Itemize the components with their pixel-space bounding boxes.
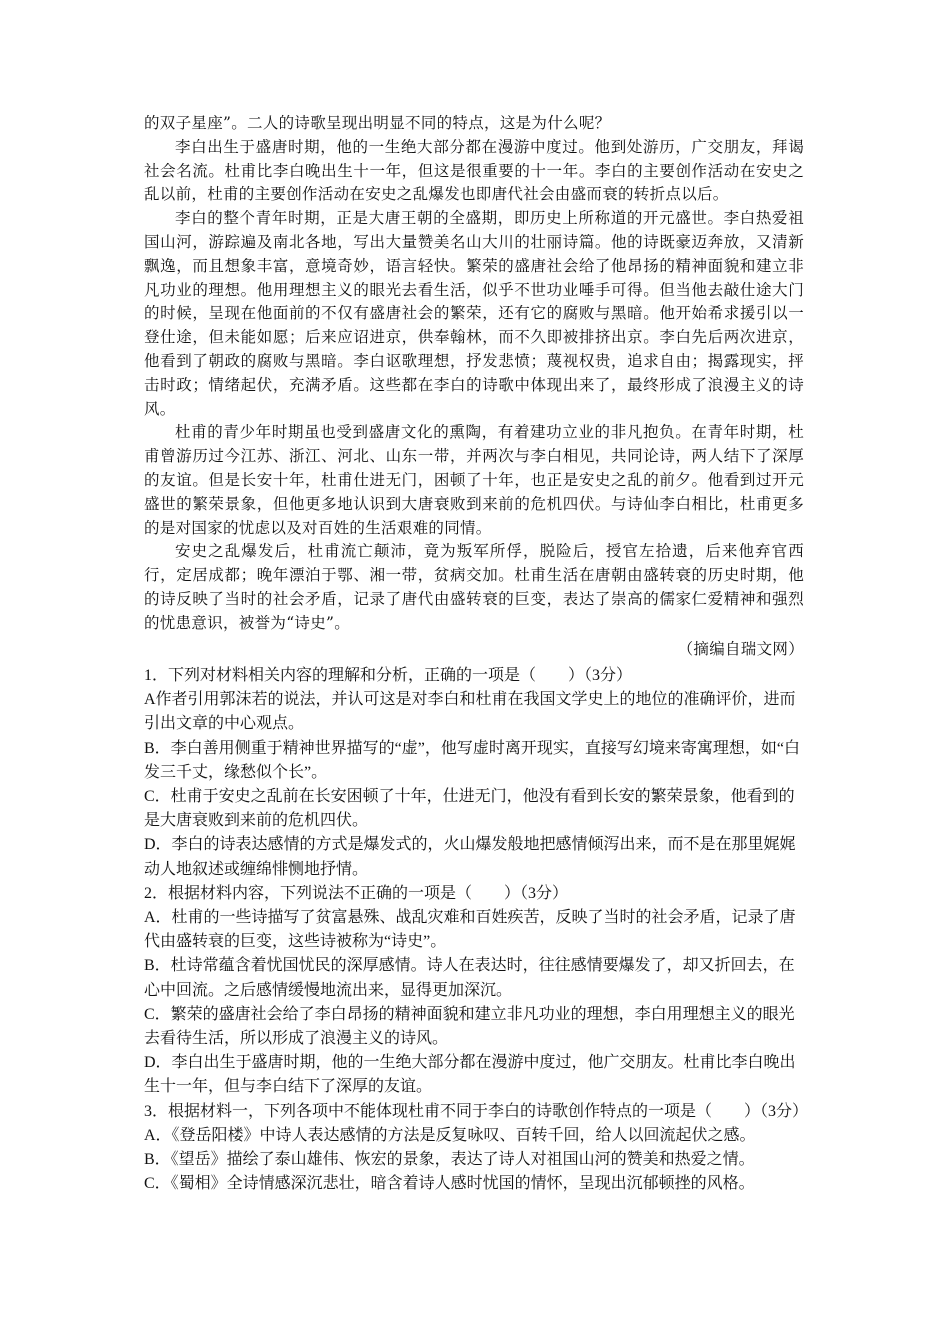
question-3 xyxy=(144,1100,809,1197)
option-d: D．李白的诗表达感情的方式是爆发式的，火山爆发般地把感情倾泻出来，而不是在那里娓娓动人地叙述或缠绵悱恻地抒情。 xyxy=(144,836,796,878)
option-b: B．杜诗常蕴含着忧国忧民的深厚感情。诗人在表达时，往往感情要爆发了，却又折回去，在心中回流。之后感情缓慢地流出来，显得更加深沉。 xyxy=(144,957,795,999)
option-c: C．繁荣的盛唐社会给了李白昂扬的精神面貌和建立非凡功业的理想，李白用理想主义的眼光去看待生活，所以形成了浪漫主义的诗风。 xyxy=(144,1005,795,1048)
question-list xyxy=(144,664,809,1196)
question-stem: 3．根据材料一，下列各项中不能体现杜甫不同于李白的诗歌创作特点的一项是（ ）（3分） xyxy=(144,1102,809,1120)
passage-paragraph: 杜甫的青少年时期虽也受到盛唐文化的熏陶，有着建功立业的非凡抱负。在青年时期，杜甫曾游历过今江苏、浙江、河北、山东一带，并两次与李白相见，共同论诗，两人结下了深厚的友谊。但是长安十年，杜甫仕进无门，困顿了十年，也正是安史之乱的前夕。他看到过开元盛世的繁荣景象，但他更多地认识到大唐衰败到来前的危机四伏。与诗仙李白相比，杜甫更多的是对国家的忧虑以及对百姓的生活艰难的同情。 xyxy=(144,423,804,537)
passage-paragraph: 李白的整个青年时期，正是大唐王朝的全盛期，即历史上所称道的开元盛世。李白热爱祖国山河，游踪遍及南北各地，写出大量赞美名山大川的壮丽诗篇。他的诗既豪迈奔放，又清新飘逸，而且想象丰富，意境奇妙，语言轻快。繁荣的盛唐社会给了他昂扬的精神面貌和建立非凡功业的理想。他用理想主义的眼光去看生活，似乎不世功业唾手可得。但当他去敲仕途大门的时候，呈现在他面前的不仅有盛唐社会的繁荣，还有它的腐败与黑暗。他开始希求援引以一登仕途，但未能如愿；后来应诏进京，供奉翰林，而不久即被排挤出京。李白先后两次进京，他看到了朝政的腐败与黑暗。李白讴歌理想，抒发悲愤；蔑视权贵，追求自由；揭露现实，抨击时政；情绪起伏，充满矛盾。这些都在李白的诗歌中体现出来了，最终形成了浪漫主义的诗风。 xyxy=(144,209,804,418)
passage-paragraph: 安史之乱爆发后，杜甫流亡颠沛，竟为叛军所俘，脱险后，授官左拾遗，后来他弃官西行，定居成都；晚年漂泊于鄂、湘一带，贫病交加。杜甫生活在唐朝由盛转衰的历史时期，他的诗反映了当时的社会矛盾，记录了唐代由盛转衰的巨变，表达了崇高的儒家仁爱精神和强烈的忧患意识，被誉为“诗史”。 xyxy=(144,542,804,632)
option-a: A．杜甫的一些诗描写了贫富悬殊、战乱灾难和百姓疾苦，反映了当时的社会矛盾，记录了唐代由盛转衰的巨变，这些诗被称为“诗史”。 xyxy=(144,909,796,951)
passage-source: （摘编自瑞文网） xyxy=(677,639,804,658)
option-c: C．《蜀相》全诗情感深沉悲壮，暗含着诗人感时忧国的情怀，呈现出沉郁顿挫的风格。 xyxy=(144,1175,755,1193)
question-1 xyxy=(144,664,806,882)
passage-paragraph: 的双子星座”。二人的诗歌呈现出明显不同的特点，这是为什么呢？ xyxy=(144,114,611,132)
option-d: D．李白出生于盛唐时期，他的一生绝大部分都在漫游中度过，他广交朋友。杜甫比李白晚出生十一年，但与李白结下了深厚的友谊。 xyxy=(144,1054,796,1096)
passage-paragraph: 李白出生于盛唐时期，他的一生绝大部分都在漫游中度过。他到处游历，广交朋友，拜谒社会名流。杜甫比李白晚出生十一年，但这是很重要的十一年。李白的主要创作活动在安史之乱以前，杜甫的主要创作活动在安史之乱爆发也即唐代社会由盛而衰的转折点以后。 xyxy=(144,137,804,204)
option-b: B．李白善用侧重于精神世界描写的“虚”，他写虚时离开现实，直接写幻境来寄寓理想，如“白发三千丈，缘愁似个长”。 xyxy=(144,739,800,781)
question-2 xyxy=(144,882,806,1100)
option-a: A．《登岳阳楼》中诗人表达感情的方法是反复咏叹、百转千回，给人以回流起伏之感。 xyxy=(144,1126,756,1144)
option-b: B．《望岳》描绘了泰山雄伟、恢宏的景象，表达了诗人对祖国山河的赞美和热爱之情。 xyxy=(144,1151,755,1169)
reading-passage xyxy=(144,112,804,661)
question-stem: 2．根据材料内容，下列说法不正确的一项是（ ）（3分） xyxy=(144,884,569,902)
option-c: C．杜甫于安史之乱前在长安困顿了十年，仕进无门，他没有看到长安的繁荣景象，他看到的是大唐衰败到来前的危机四伏。 xyxy=(144,788,795,830)
question-stem: 1．下列对材料相关内容的理解和分析，正确的一项是（ ）（3分） xyxy=(144,667,633,684)
option-a: A作者引用郭沫若的说法，并认可这是对李白和杜甫在我国文学史上的地位的准确评价，进而引出文章的中心观点。 xyxy=(144,691,796,733)
